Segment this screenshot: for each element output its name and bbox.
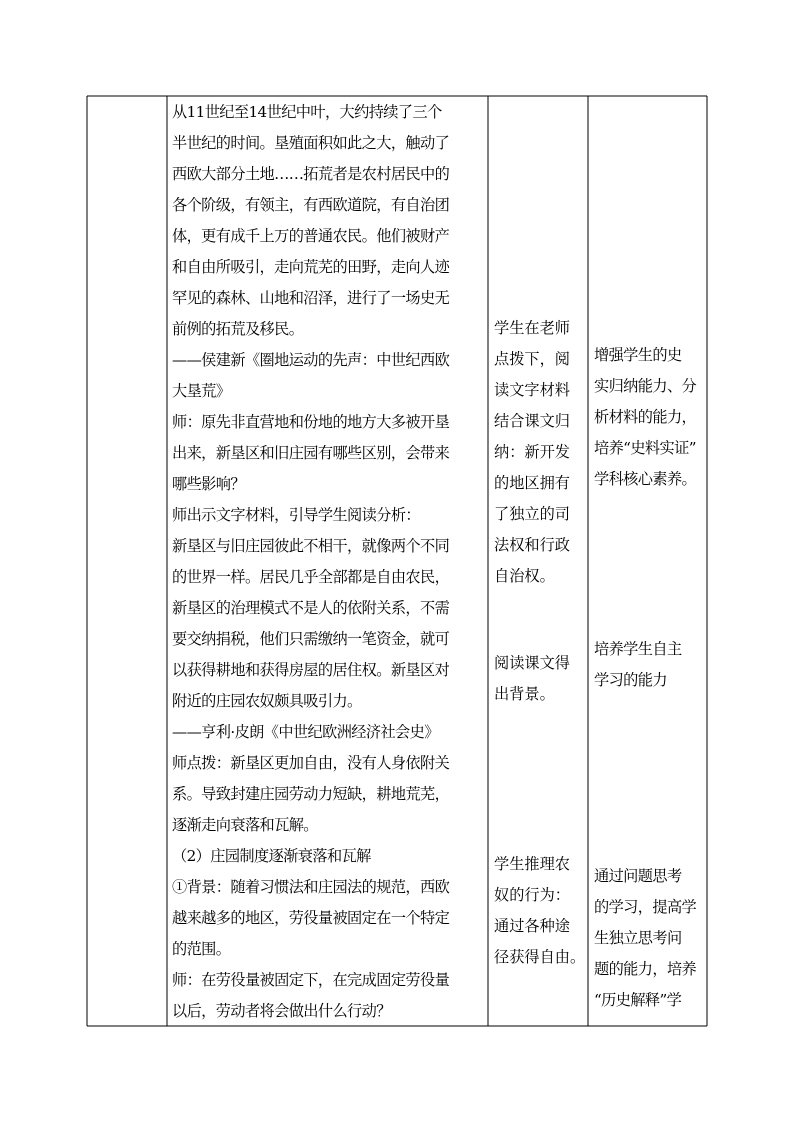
content-line: 哪些影响？ <box>172 475 245 493</box>
content-line: 越来越多的地区，劳役量被固定在一个特定 <box>172 909 450 927</box>
intent-line: “历史解释”学 <box>594 991 682 1009</box>
content-line: 师点拨：新垦区更加自由，没有人身依附关 <box>172 754 450 772</box>
activity-line: 读文字材料 <box>494 381 570 399</box>
content-line: 逐渐走向衰落和瓦解。 <box>172 816 318 834</box>
content-line: 从11世纪至14世纪中叶，大约持续了三个 <box>172 103 442 121</box>
content-line: ①背景：随着习惯法和庄园法的规范，西欧 <box>172 878 450 896</box>
content-line: 各个阶级，有领主，有西欧道院，有自治团 <box>172 196 450 214</box>
content-line: （2）庄园制度逐渐衰落和瓦解 <box>172 847 371 865</box>
activity-line: 了独立的司 <box>494 505 570 523</box>
student-activity-block-2 <box>494 648 584 710</box>
teaching-content-cell <box>172 97 484 1027</box>
content-line: 师：原先非直营地和份地的地方大多被开垦 <box>172 413 450 431</box>
intent-line: 的学习，提高学 <box>594 898 697 916</box>
content-line: 大垦荒》 <box>172 382 231 400</box>
content-line: ——侯建新《圈地运动的先声：中世纪西欧 <box>172 351 450 369</box>
content-line: ——亨利·皮朗《中世纪欧洲经济社会史》 <box>172 723 439 741</box>
content-line: 半世纪的时间。垦殖面积如此之大，触动了 <box>172 134 450 152</box>
intent-line: 学习的能力 <box>594 671 667 689</box>
intent-line: 培养学生自主 <box>594 640 682 658</box>
activity-line: 的地区拥有 <box>494 474 570 492</box>
student-activity-block-1 <box>494 313 584 592</box>
activity-line: 通过各种途 <box>494 917 570 935</box>
intent-line: 实归纳能力、分 <box>594 377 697 395</box>
content-line: 和自由所吸引，走向荒芜的田野，走向人迹 <box>172 258 450 276</box>
content-line: 新垦区与旧庄园彼此不相干，就像两个不同 <box>172 537 450 555</box>
content-line: 的范围。 <box>172 940 231 958</box>
intent-line: 生独立思考问 <box>594 929 682 947</box>
activity-line: 学生在老师 <box>494 319 570 337</box>
content-line: 罕见的森林、山地和沼泽，进行了一场史无 <box>172 289 450 307</box>
activity-line: 点拨下，阅 <box>494 350 570 368</box>
activity-line: 法权和行政 <box>494 536 570 554</box>
activity-line: 自治权。 <box>494 567 555 585</box>
content-line: 西欧大部分土地……拓荒者是农村居民中的 <box>172 165 450 183</box>
column-1-cell <box>88 97 166 1025</box>
content-line: 要交纳捐税，他们只需缴纳一笔资金，就可 <box>172 630 450 648</box>
content-line: 师出示文字材料，引导学生阅读分析： <box>172 506 420 524</box>
intent-line: 培养“史料实证” <box>594 439 696 457</box>
intent-line: 通过问题思考 <box>594 867 682 885</box>
content-line: 以获得耕地和获得房屋的居住权。新垦区对 <box>172 661 450 679</box>
content-line: 师：在劳役量被固定下，在完成固定劳役量 <box>172 971 450 989</box>
activity-line: 结合课文归 <box>494 412 570 430</box>
content-line: 系。导致封建庄园劳动力短缺，耕地荒芜， <box>172 785 450 803</box>
activity-line: 径获得自由。 <box>494 948 586 966</box>
student-activity-block-3 <box>494 849 584 973</box>
content-line: 的世界一样。居民几乎全部都是自由农民， <box>172 568 450 586</box>
activity-line: 学生推理农 <box>494 855 570 873</box>
activity-line: 出背景。 <box>494 685 555 703</box>
intent-line: 题的能力，培养 <box>594 960 697 978</box>
content-line: 体，更有成千上万的普通农民。他们被财产 <box>172 227 450 245</box>
activity-line: 纳：新开发 <box>494 443 570 461</box>
design-intent-block-1 <box>594 340 704 495</box>
content-line: 新垦区的治理模式不是人的依附关系，不需 <box>172 599 450 617</box>
design-intent-block-2 <box>594 634 704 696</box>
activity-line: 奴的行为： <box>494 886 570 904</box>
intent-line: 学科核心素养。 <box>594 470 697 488</box>
content-line: 出来，新垦区和旧庄园有哪些区别，会带来 <box>172 444 450 462</box>
design-intent-block-3 <box>594 861 704 1016</box>
intent-line: 增强学生的史 <box>594 346 682 364</box>
activity-line: 阅读课文得 <box>494 654 570 672</box>
content-line: 前例的拓荒及移民。 <box>172 320 304 338</box>
intent-line: 析材料的能力， <box>594 408 697 426</box>
content-line: 以后，劳动者将会做出什么行动？ <box>172 1002 391 1020</box>
content-line: 附近的庄园农奴颇具吸引力。 <box>172 692 362 710</box>
